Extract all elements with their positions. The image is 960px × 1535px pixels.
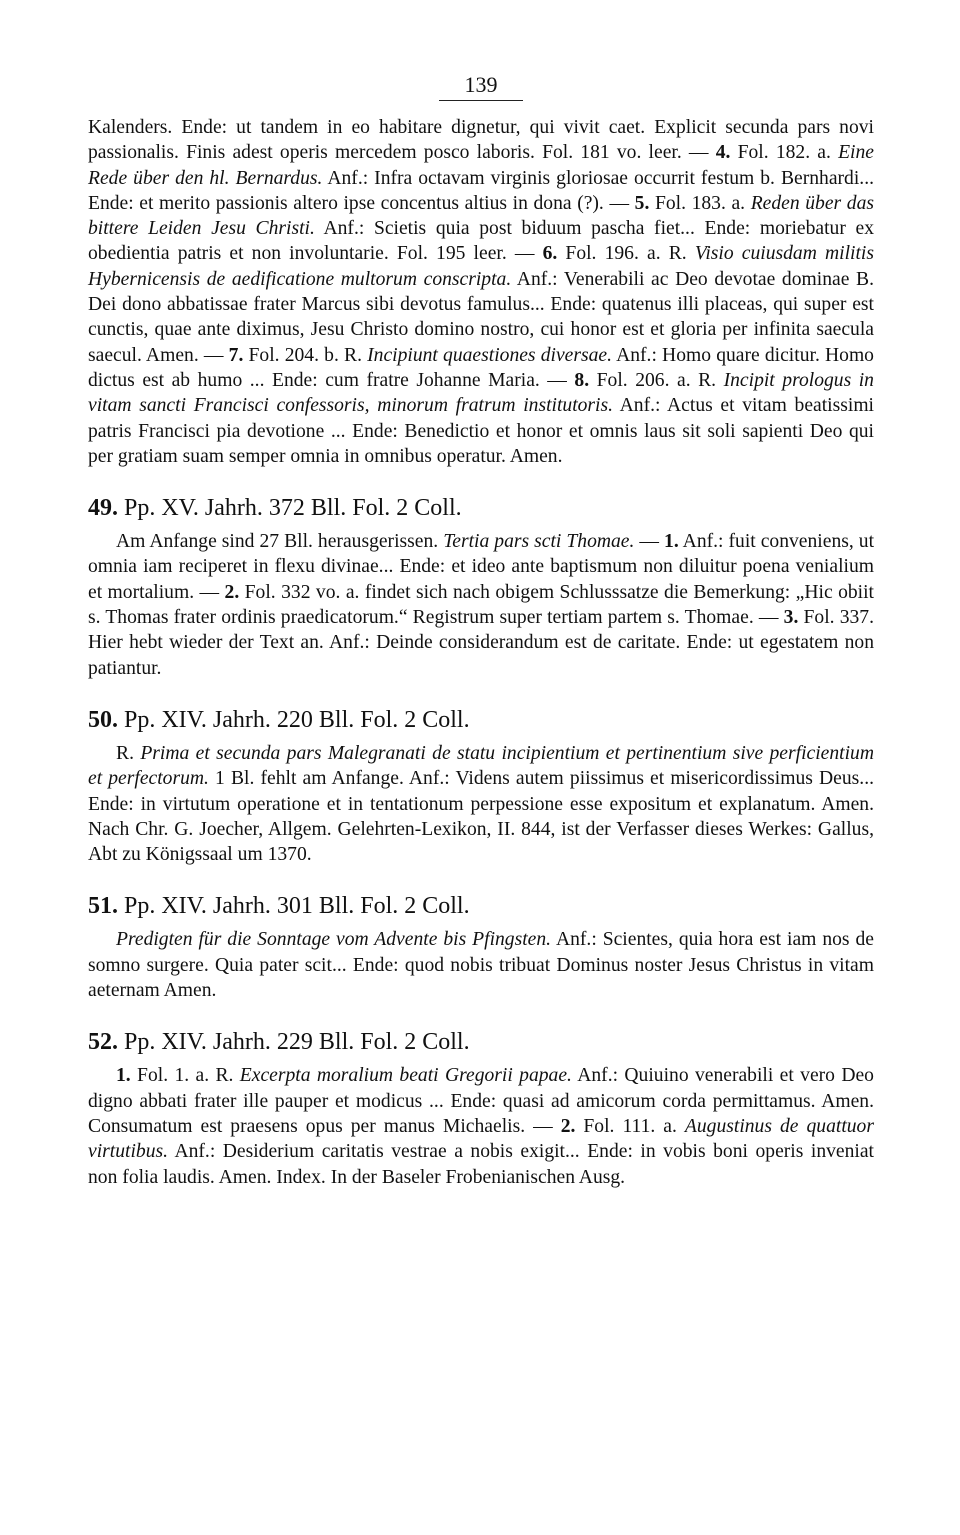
entry-body-51: [88, 927, 874, 1003]
page: [88, 70, 874, 1190]
work-title: Incipit prologus in vitam sancti Francisci confessoris, minorum fratrum institutoris.: [88, 369, 874, 417]
entry-heading-51: [88, 891, 874, 921]
work-title: Excerpta moralium beati Gregorii papae.: [239, 1065, 572, 1087]
item-number: 8.: [574, 369, 590, 391]
text-run: Fol. 111. a.: [575, 1115, 685, 1137]
entry-number: 49.: [88, 495, 118, 522]
entry-body-52: [88, 1063, 874, 1189]
work-title: Visio cuiusdam militis Hybernicensis de aedificatione multorum conscripta.: [88, 243, 875, 290]
item-number: 1.: [664, 531, 679, 553]
text-run: 1 Bl. fehlt am Anfange. Anf.: Videns autem piissimus et misericordissimus Deus... Ende: in virtutum operatione et in tentationum perpessione esse expositum et explanatum. Amen. Nach Chr. G. Joecher, Allgem. Gelehrten-Lexikon, II. 844, ist der Verfasser dieses Werkes: Gallus, Abt zu Königssaal um 1370.: [88, 768, 874, 866]
text-run: Anf.: fuit conveniens, ut omnia iam reciperet in flexu divinae... Ende: et ideo ante baptismum non diluitur poena venialium et mortalium. —: [88, 531, 875, 603]
text-run: Fol. 337. Hier hebt wieder der Text an. Anf.: Deinde considerandum est de caritate. Ende: ut egestatem non patiantur.: [88, 607, 874, 679]
work-title: Predigten für die Sonntage vom Advente bis Pfingsten.: [116, 929, 552, 951]
entry-number: 51.: [88, 893, 118, 920]
text-run: Anf.: Quiuino venerabili et vero Deo digno abbati frater ille pauper et modicus ... Ende: quasi ad amicorum corda permittamus. Amen. Consumatum est praesens opus per manus Michaelis. —: [88, 1065, 874, 1137]
item-number: 2.: [224, 581, 240, 603]
text-run: R.: [116, 742, 141, 764]
text-run: Anf.: Venerabili ac Deo devotae dominae B. Dei dono abbatissae frater Marcus sibi devotus famulus... Ende: quatenus illi placeas, qui super est cunctis, quae ante diximus, Jesu Christo domino nostro, cui honor est et gloria per infinita saecula saecul. Amen. —: [88, 268, 874, 366]
work-title: Prima et secunda pars Malegranati de statu incipientium et pertinentium sive perficientium et perfectorum.: [88, 742, 874, 790]
entry-heading-text: Pp. XIV. Jahrh. 220 Bll. Fol. 2 Coll.: [118, 706, 470, 733]
text-run: Anf.: Actus et vitam beatissimi patris Francisci pia devotione ... Ende: Benedictio et honor et omnis laus sit soli sapienti Deo qui per gratiam suam semper omnia in omnibus operatur. Amen.: [88, 395, 874, 467]
item-number: 3.: [783, 607, 799, 629]
text-run: Kalenders. Ende: ut tandem in eo habitare dignetur, qui vivit caet. Explicit secunda pars novi passionalis. Finis adest operis mercedem posco laboris. Fol. 181 vo. leer. —: [88, 117, 874, 164]
item-number: 7.: [228, 344, 244, 366]
text-run: Anf.: Scietis quia post biduum pascha fiet... Ende: moriebatur ex obedientia patris et non involuntarie. Fol. 195 leer. —: [88, 218, 874, 265]
text-run: Fol. 183. a.: [649, 192, 751, 214]
text-run: Anf.: Scientes, quia hora est iam nos de somno surgere. Quia pater scit... Ende: quod nobis tribuat Dominus noster Jesus Christus in vitam aeternam Amen.: [88, 929, 875, 1002]
text-run: Fol. 204. b. R.: [243, 344, 368, 366]
text-run: Anf.: Desiderium caritatis vestrae a nobis exigit... Ende: in vobis boni operis inveniat non folia laudis. Amen. Index. In der Baseler Frobenianischen Ausg.: [88, 1141, 874, 1188]
entry-number: 52.: [88, 1029, 118, 1056]
work-title: Eine Rede über den hl. Bernardus.: [88, 142, 874, 189]
item-number: 6.: [542, 243, 558, 265]
page-number-rule: [439, 100, 523, 101]
text-run: Anf.: Infra octavam virginis gloriosae occurrit festum b. Bernhardi... Ende: et merito passionis altero ipse concentus altius in dona (?). —: [88, 167, 874, 214]
work-title: Tertia pars scti Thomae.: [443, 531, 635, 553]
text-run: Fol. 1. a. R.: [130, 1065, 240, 1087]
entry-heading-49: [88, 493, 874, 523]
work-title: Augustinus de quattuor virtutibus.: [88, 1115, 874, 1163]
entry-body-50: [88, 741, 874, 867]
item-number: 1.: [116, 1065, 131, 1087]
work-title: Reden über das bittere Leiden Jesu Christi.: [88, 192, 875, 240]
text-run: Fol. 196. a. R.: [557, 243, 695, 265]
item-number: 4.: [715, 142, 731, 164]
entry-heading-50: [88, 705, 874, 735]
paragraph-continuation: [88, 115, 874, 469]
entry-number: 50.: [88, 706, 118, 733]
text-run: Am Anfange sind 27 Bll. herausgerissen.: [116, 531, 444, 553]
text-run: —: [634, 531, 665, 553]
text-run: Fol. 206. a. R.: [589, 369, 724, 391]
entry-heading-text: Pp. XIV. Jahrh. 229 Bll. Fol. 2 Coll.: [118, 1029, 470, 1056]
item-number: 2.: [560, 1115, 576, 1137]
work-title: Incipiunt quaestiones diversae.: [367, 344, 612, 366]
item-number: 5.: [634, 192, 650, 214]
page-number: 139: [464, 72, 498, 97]
entry-heading-text: Pp. XIV. Jahrh. 301 Bll. Fol. 2 Coll.: [118, 893, 470, 920]
entry-heading-text: Pp. XV. Jahrh. 372 Bll. Fol. 2 Coll.: [118, 495, 462, 522]
text-run: Fol. 182. a.: [730, 142, 839, 164]
text-run: Anf.: Homo quare dicitur. Homo dictus est ab humo ... Ende: cum fratre Johanne Maria. —: [88, 344, 874, 391]
entry-heading-52: [88, 1027, 874, 1057]
text-run: Fol. 332 vo. a. findet sich nach obigem Schlusssatze die Bemerkung: „Hic obiit s. Thomas frater ordinis praedicatorum.“ Registrum super tertiam partem s. Thomae. —: [88, 581, 874, 629]
entry-body-49: [88, 529, 874, 681]
